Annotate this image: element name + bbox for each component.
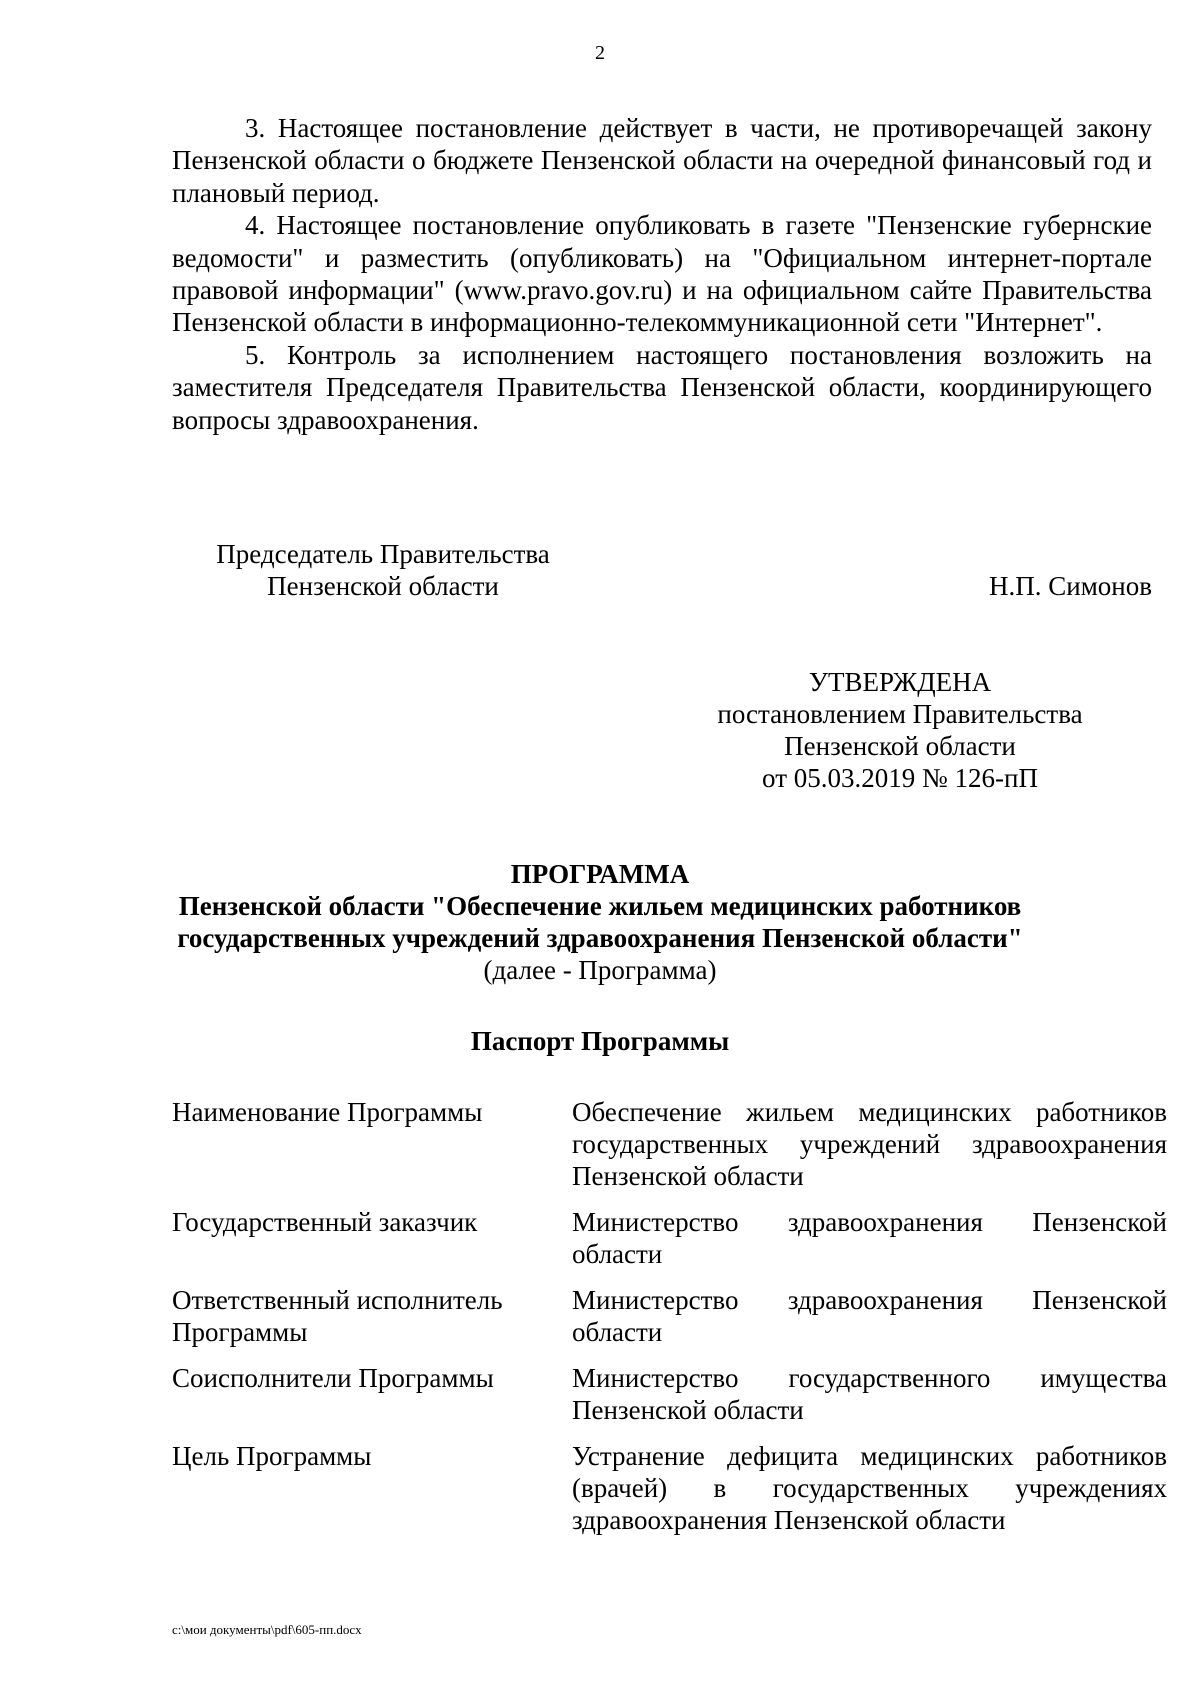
passport-value: Устранение дефицита медицинских работников (врачей) в государственных учреждениях здравоохранения Пензенской области — [572, 1441, 1167, 1535]
passport-value: Министерство здравоохранения Пензенской области — [572, 1207, 1167, 1269]
approved-line2: постановлением Правительства — [717, 699, 1083, 729]
program-name-line2: государственных учреждений здравоохранения Пензенской области" — [177, 923, 1023, 953]
passport-row — [172, 1096, 1167, 1192]
passport-label: Соисполнители Программы — [172, 1363, 494, 1393]
program-heading — [0, 858, 1200, 986]
program-note: (далее - Программа) — [483, 955, 717, 985]
approved-line3: Пензенской области — [784, 731, 1016, 761]
passport-label: Цель Программы — [172, 1441, 372, 1471]
passport-row — [172, 1206, 1167, 1270]
passport-label: Наименование Программы — [172, 1097, 483, 1127]
signatory-title — [183, 538, 583, 602]
passport-value: Министерство государственного имущества Пензенской области — [572, 1363, 1167, 1425]
passport-value: Министерство здравоохранения Пензенской области — [572, 1285, 1167, 1347]
paragraph-5: 5. Контроль за исполнением настоящего постановления возложить на заместителя Председателя Правительства Пензенской области, координирующего вопросы здравоохранения. — [172, 339, 1152, 435]
passport-table — [172, 1096, 1167, 1550]
signatory-title-line1: Председатель Правительства — [216, 539, 550, 569]
page-number: 2 — [595, 42, 605, 64]
passport-row — [172, 1284, 1167, 1348]
footer-file-path: c:\мои документы\pdf\605-пп.docx — [172, 1622, 362, 1637]
passport-row — [172, 1362, 1167, 1426]
passport-label: Ответственный исполнитель Программы — [172, 1285, 503, 1347]
signatory-name: Н.П. Симонов — [989, 571, 1152, 601]
passport-label: Государственный заказчик — [172, 1207, 478, 1237]
approval-stamp — [700, 666, 1100, 794]
program-name-line1: Пензенской области "Обеспечение жильем медицинских работников — [178, 891, 1022, 921]
program-title: ПРОГРАММА — [510, 859, 690, 889]
passport-title: Паспорт Программы — [470, 1026, 730, 1056]
passport-row — [172, 1440, 1167, 1536]
approved-line1: УТВЕРЖДЕНА — [808, 667, 992, 697]
body-text — [172, 112, 1152, 436]
paragraph-3: 3. Настоящее постановление действует в части, не противоречащей закону Пензенской области о бюджете Пензенской области на очередной финансовый год и плановый период. — [172, 113, 1152, 208]
signatory-title-line2: Пензенской области — [267, 571, 499, 601]
paragraph-4: 4. Настоящее постановление опубликовать в газете "Пензенские губернские ведомости" и разместить (опубликовать) на "Официальном интернет-портале правовой информации" (www.pravo.gov.ru) и на официальном сайте Правительства Пензенской области в информационно-телекоммуникационной сети "Интернет". — [172, 210, 1152, 338]
passport-value: Обеспечение жильем медицинских работников государственных учреждений здравоохранения Пензенской области — [572, 1097, 1167, 1191]
approved-line4: от 05.03.2019 № 126-пП — [762, 763, 1038, 793]
